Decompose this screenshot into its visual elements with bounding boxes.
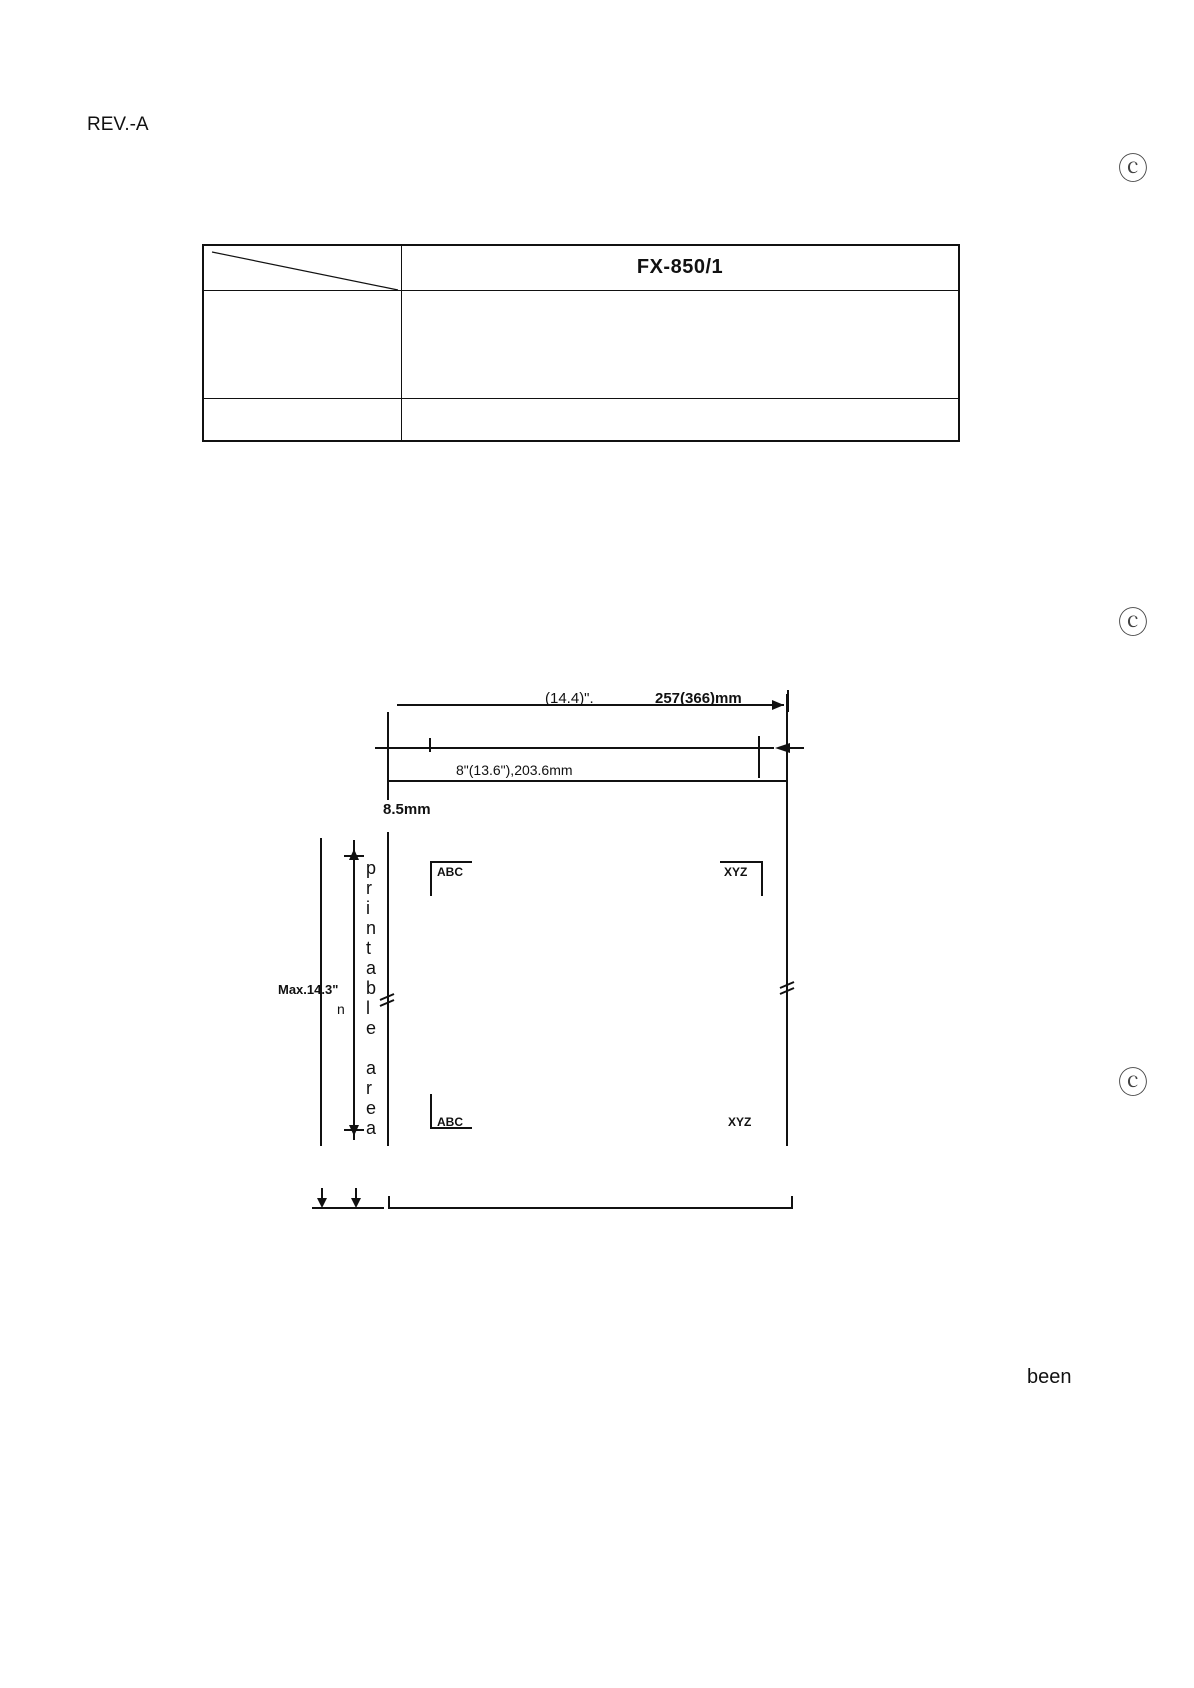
bottom-bracket <box>389 1196 792 1208</box>
vertical-label-letter: r <box>366 1078 372 1098</box>
left-margin-label: 8.5mm <box>383 801 431 818</box>
arrowhead-icon <box>317 1198 327 1208</box>
arrowhead-icon <box>351 1198 361 1208</box>
vertical-label-letter: e <box>366 1098 377 1118</box>
vertical-label-letter: a <box>366 958 377 978</box>
vertical-label-letter: n <box>366 918 377 938</box>
vertical-printable-area-label <box>366 858 377 1138</box>
max-length-label: Max.14.3" <box>278 982 339 997</box>
vertical-label-letter: e <box>366 1018 377 1038</box>
vertical-label-letter: i <box>366 898 370 918</box>
arrowhead-icon <box>772 700 784 710</box>
vertical-label-letter: a <box>366 1058 377 1078</box>
vertical-label-letter: t <box>366 938 372 958</box>
vertical-label-letter: a <box>366 1118 377 1138</box>
vertical-label-letter: p <box>366 858 377 878</box>
printable-width-label: 8"(13.6"),203.6mm <box>456 762 573 778</box>
total-width-inch-label: (14.4)". <box>545 690 594 707</box>
vertical-label-letter: l <box>366 998 370 1018</box>
sample-top-left: ABC <box>437 865 463 879</box>
arrowhead-icon <box>349 849 359 860</box>
sample-bottom-left: ABC <box>437 1115 463 1129</box>
vertical-label-letter: r <box>366 878 372 898</box>
sample-bottom-right: XYZ <box>728 1115 752 1129</box>
sample-top-right: XYZ <box>724 865 748 879</box>
max-length-fragment: n <box>337 1001 345 1017</box>
binder-hole-mark-top: ⓒ <box>1118 152 1148 187</box>
vertical-label-letter: b <box>366 978 377 998</box>
body-text-fragment: been <box>1027 1366 1072 1388</box>
table-title: FX-850/1 <box>636 256 724 278</box>
binder-hole-mark-middle: ⓒ <box>1118 606 1148 641</box>
total-width-label: 257(366)mm <box>655 690 742 707</box>
revision-label: REV.-A <box>87 114 149 135</box>
binder-hole-mark-bottom: ⓒ <box>1118 1066 1148 1101</box>
